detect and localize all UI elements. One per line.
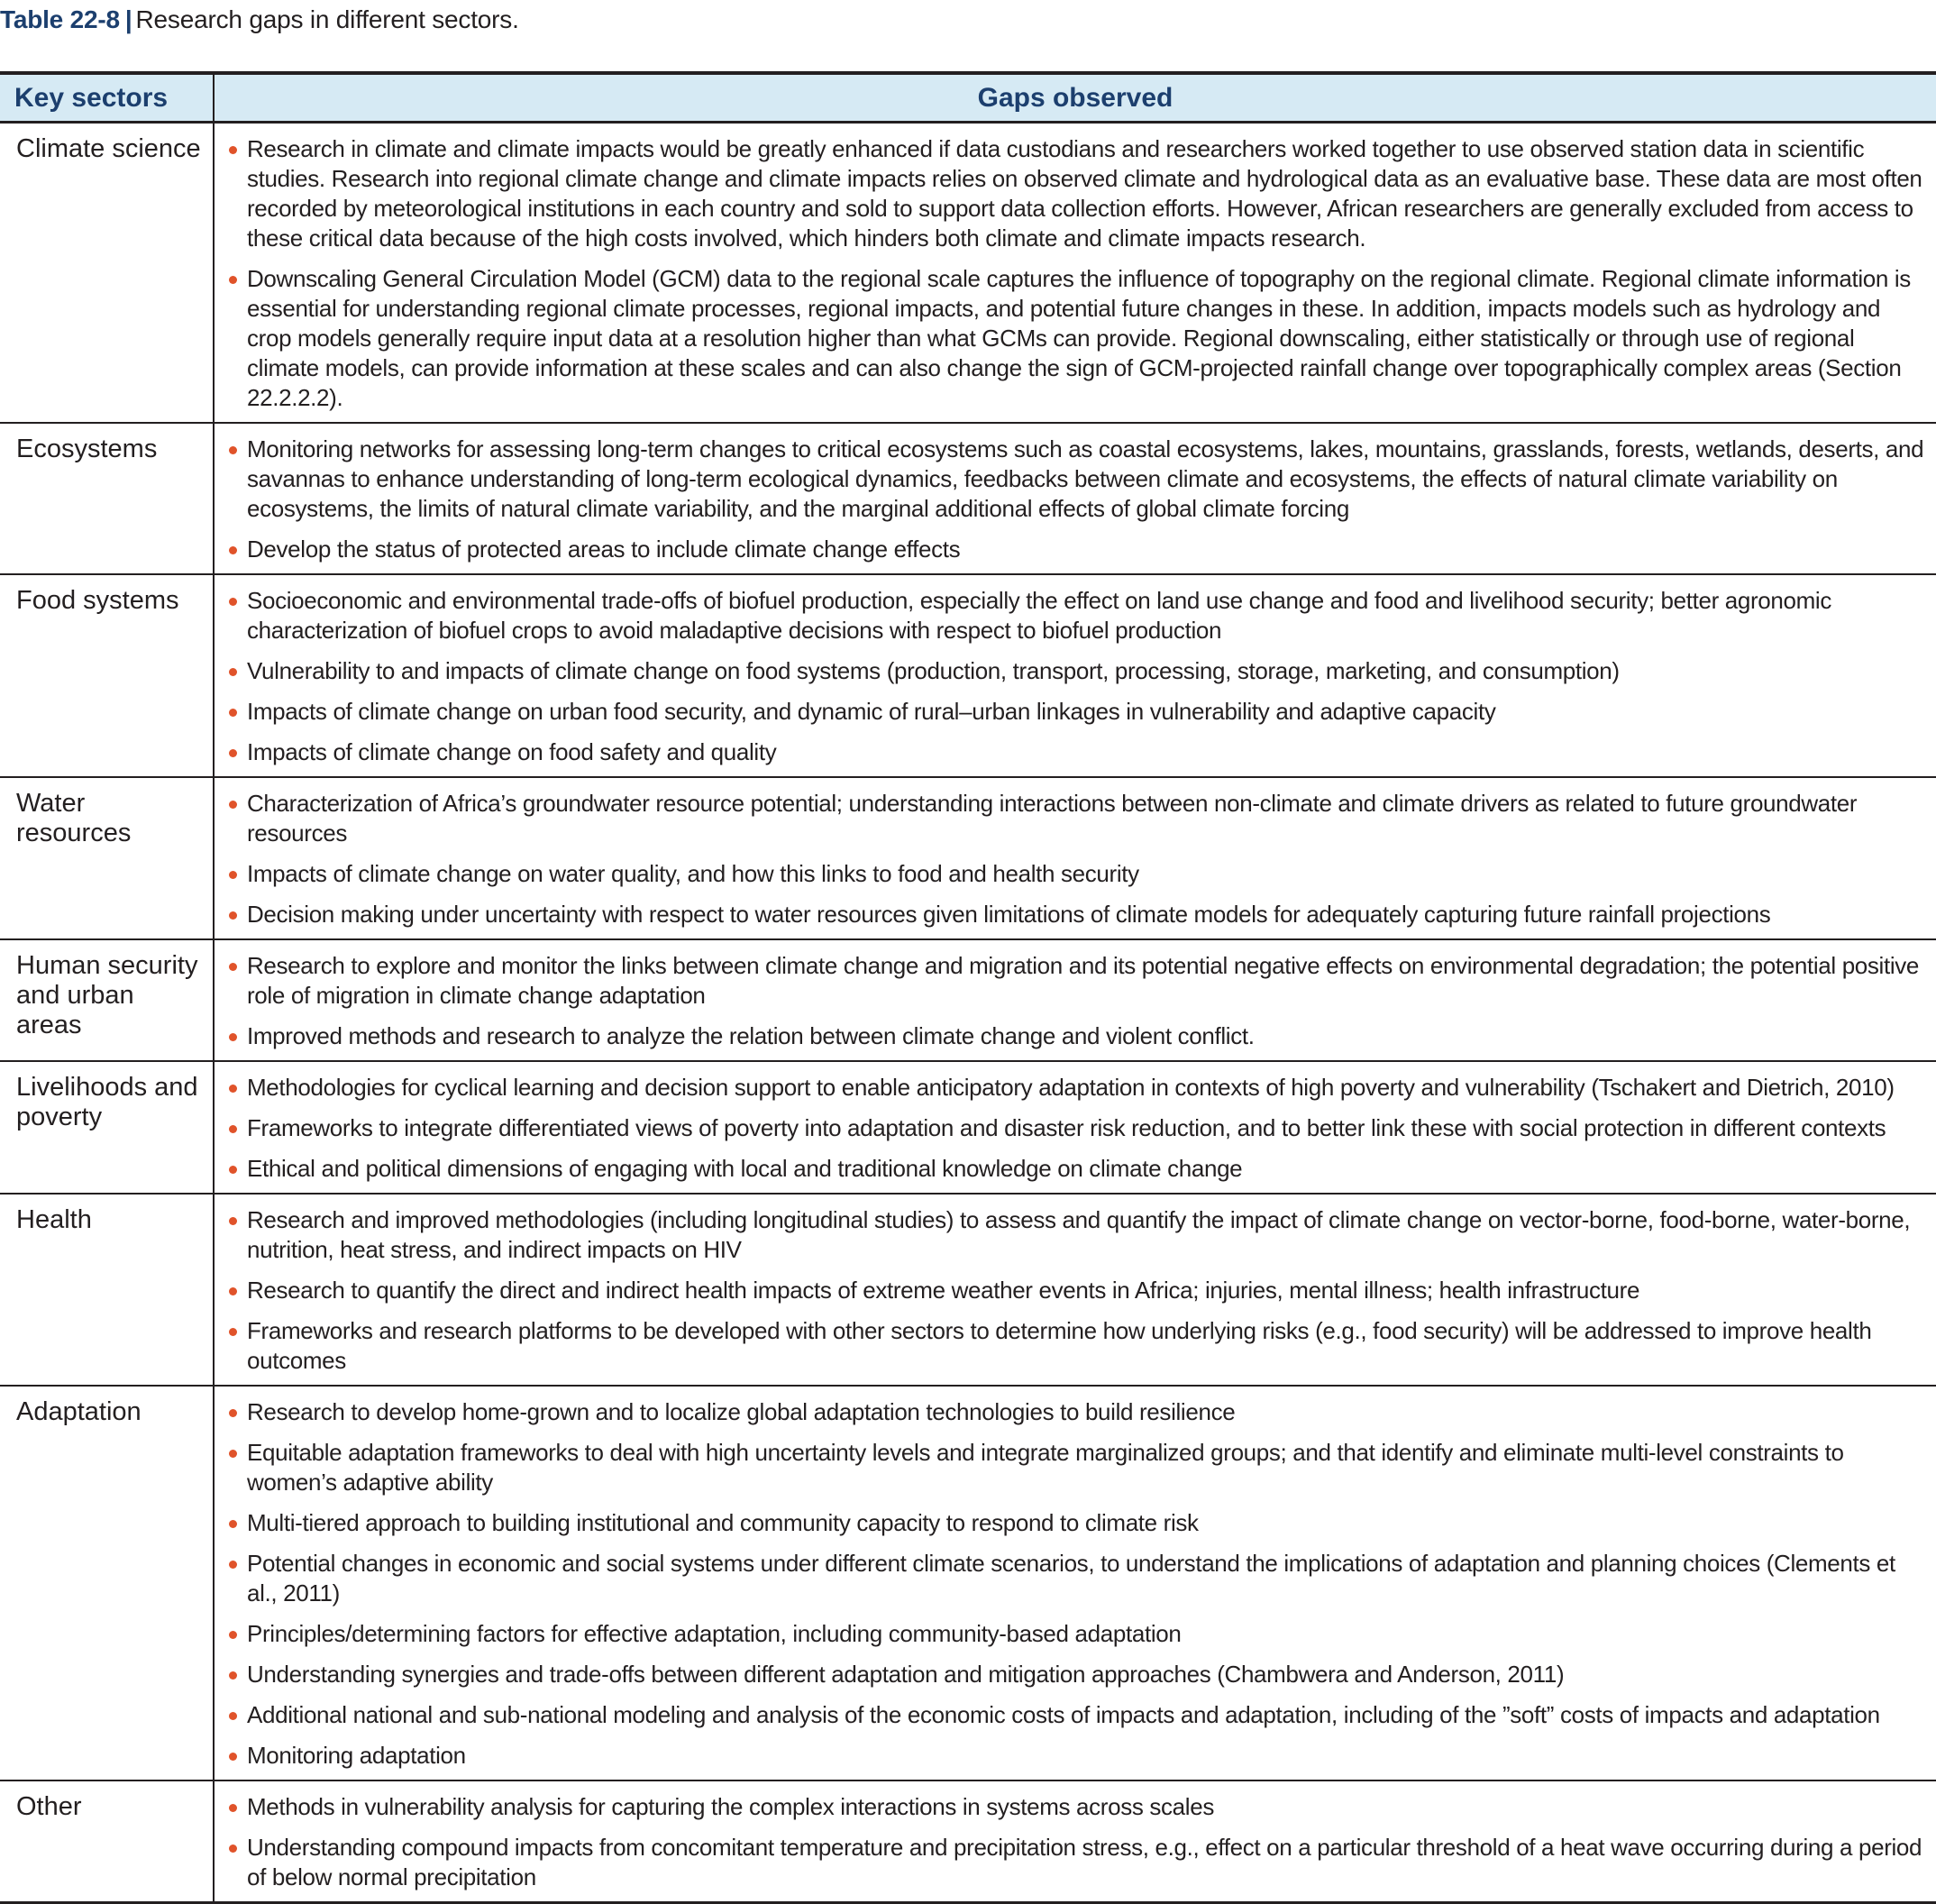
gap-list [229, 435, 1931, 564]
table-body [0, 123, 1936, 1903]
gaps-cell [214, 423, 1936, 574]
gaps-cell [214, 777, 1936, 939]
table-caption [0, 2, 519, 38]
gap-list [229, 134, 1931, 413]
gap-item: Potential changes in economic and social systems under different climate scenarios, to understand the implications of adaptation and planning choices (Clements et al., 2011) [229, 1549, 1931, 1608]
gap-list [229, 586, 1931, 767]
gap-item: Research and improved methodologies (including longitudinal studies) to assess and quantify the impact of climate change on vector-borne, food-borne, water-borne, nutrition, heat stress, and indirect impacts on HIV [229, 1205, 1931, 1265]
gap-item: Impacts of climate change on food safety and quality [229, 737, 1931, 767]
table-row [0, 1780, 1936, 1903]
gaps-cell [214, 574, 1936, 777]
table-row [0, 123, 1936, 424]
gaps-cell [214, 1780, 1936, 1903]
gap-list [229, 1792, 1931, 1892]
caption-separator: | [124, 5, 132, 33]
gap-item: Monitoring networks for assessing long-term changes to critical ecosystems such as coastal ecosystems, lakes, mountains, grasslands, forests, wetlands, deserts, and savannas to enhance understanding of long-term ecological dynamics, feedbacks between climate and ecosystems, the effects of natural climate variability on ecosystems, the limits of natural climate variability, and the marginal additional effects of global climate forcing [229, 435, 1931, 524]
sector-name: Health [0, 1194, 214, 1386]
gap-item: Additional national and sub-national modeling and analysis of the economic costs of impacts and adaptation, including of the ”soft” costs of impacts and adaptation [229, 1700, 1931, 1730]
gap-item: Downscaling General Circulation Model (GCM) data to the regional scale captures the influence of topography on the regional climate. Regional climate information is essential for understanding regional climate processes, regional impacts, and potential future changes in these. In addition, impacts models such as hydrology and crop models generally require input data at a resolution higher than what GCMs can provide. Regional downscaling, either statistically or through use of regional climate models, can provide information at these scales and can also change the sign of GCM-projected rainfall change over topographically complex areas (Section 22.2.2.2). [229, 264, 1931, 413]
sector-name: Water resources [0, 777, 214, 939]
gap-item: Impacts of climate change on urban food security, and dynamic of rural–urban linkages in vulnerability and adaptive capacity [229, 697, 1931, 727]
gap-item: Develop the status of protected areas to include climate change effects [229, 535, 1931, 564]
gap-list [229, 951, 1931, 1051]
sector-name: Ecosystems [0, 423, 214, 574]
table-row [0, 777, 1936, 939]
table-row [0, 574, 1936, 777]
sector-name: Adaptation [0, 1386, 214, 1780]
gap-item: Research to quantify the direct and indirect health impacts of extreme weather events in Africa; injuries, mental illness; health infrastructure [229, 1276, 1931, 1305]
header-key-sectors: Key sectors [0, 73, 214, 123]
table-row [0, 423, 1936, 574]
gap-item: Monitoring adaptation [229, 1741, 1931, 1771]
gap-item: Methodologies for cyclical learning and decision support to enable anticipatory adaptation in contexts of high poverty and vulnerability (Tschakert and Dietrich, 2010) [229, 1073, 1931, 1103]
gap-item: Understanding synergies and trade-offs between different adaptation and mitigation approaches (Chambwera and Anderson, 2011) [229, 1660, 1931, 1689]
table-row [0, 939, 1936, 1061]
gap-item: Research in climate and climate impacts would be greatly enhanced if data custodians and researchers worked together to use observed station data in scientific studies. Research into regional climate change and climate impacts relies on observed climate and hydrological data as an evaluative base. These data are most often recorded by meteorological institutions in each country and sold to support data collection efforts. However, African researchers are generally excluded from access to these critical data because of the high costs involved, which hinders both climate and climate impacts research. [229, 134, 1931, 253]
gaps-cell [214, 1061, 1936, 1194]
gap-item: Socioeconomic and environmental trade-offs of biofuel production, especially the effect on land use change and food and livelihood security; better agronomic characterization of biofuel crops to avoid maladaptive decisions with respect to biofuel production [229, 586, 1931, 645]
table-title: Research gaps in different sectors. [135, 5, 519, 33]
gap-item: Characterization of Africa’s groundwater resource potential; understanding interactions between non-climate and climate drivers as related to future groundwater resources [229, 789, 1931, 848]
table-header [0, 73, 1936, 123]
gap-list [229, 789, 1931, 929]
gap-item: Understanding compound impacts from concomitant temperature and precipitation stress, e.g., effect on a particular threshold of a heat wave occurring during a period of below normal precipitation [229, 1833, 1931, 1892]
table-number: Table 22-8 [0, 5, 120, 33]
header-gaps-observed: Gaps observed [977, 82, 1173, 113]
gap-item: Multi-tiered approach to building institutional and community capacity to respond to climate risk [229, 1508, 1931, 1538]
gap-item: Equitable adaptation frameworks to deal with high uncertainty levels and integrate marginalized groups; and that identify and eliminate multi-level constraints to women’s adaptive ability [229, 1438, 1931, 1497]
gaps-cell [214, 1194, 1936, 1386]
gaps-cell [214, 123, 1936, 424]
sector-name: Food systems [0, 574, 214, 777]
gap-list [229, 1205, 1931, 1376]
gaps-cell [214, 1386, 1936, 1780]
gap-item: Ethical and political dimensions of engaging with local and traditional knowledge on climate change [229, 1154, 1931, 1184]
gap-item: Methods in vulnerability analysis for capturing the complex interactions in systems across scales [229, 1792, 1931, 1822]
gaps-cell [214, 939, 1936, 1061]
sector-name: Livelihoods and poverty [0, 1061, 214, 1194]
sector-name: Climate science [0, 123, 214, 424]
table-row [0, 1194, 1936, 1386]
table-row [0, 1386, 1936, 1780]
table-row [0, 1061, 1936, 1194]
gap-item: Improved methods and research to analyze the relation between climate change and violent conflict. [229, 1021, 1931, 1051]
gap-item: Vulnerability to and impacts of climate change on food systems (production, transport, processing, storage, marketing, and consumption) [229, 656, 1931, 686]
gap-list [229, 1397, 1931, 1771]
gap-item: Research to explore and monitor the links between climate change and migration and its potential negative effects on environmental degradation; the potential positive role of migration in climate change adaptation [229, 951, 1931, 1011]
gap-item: Impacts of climate change on water quality, and how this links to food and health security [229, 859, 1931, 889]
sector-name: Human security and urban areas [0, 939, 214, 1061]
sector-name: Other [0, 1780, 214, 1903]
header-row [0, 73, 1936, 123]
gap-item: Research to develop home-grown and to localize global adaptation technologies to build resilience [229, 1397, 1931, 1427]
gap-item: Decision making under uncertainty with respect to water resources given limitations of climate models for adequately capturing future rainfall projections [229, 900, 1931, 929]
gap-list [229, 1073, 1931, 1184]
research-gaps-table [0, 71, 1936, 1904]
gap-item: Principles/determining factors for effective adaptation, including community-based adaptation [229, 1619, 1931, 1649]
gap-item: Frameworks to integrate differentiated views of poverty into adaptation and disaster risk reduction, and to better link these with social protection in different contexts [229, 1113, 1931, 1143]
gap-item: Frameworks and research platforms to be developed with other sectors to determine how underlying risks (e.g., food security) will be addressed to improve health outcomes [229, 1316, 1931, 1376]
